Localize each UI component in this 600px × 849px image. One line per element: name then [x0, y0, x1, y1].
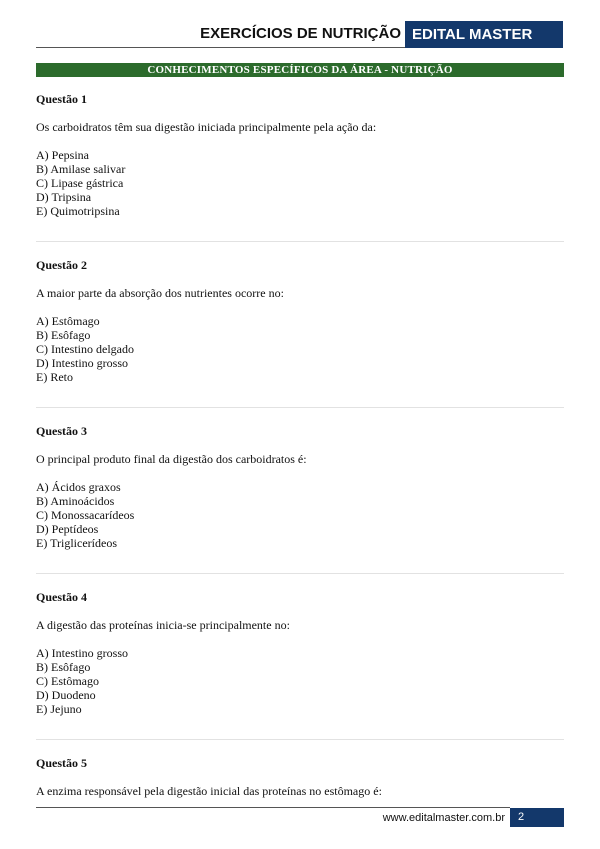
answer-option: E) Jejuno [36, 702, 82, 716]
answer-options [36, 314, 564, 384]
question-text: A enzima responsável pela digestão inicial das proteínas no estômago é: [36, 784, 382, 798]
question-3 [36, 424, 564, 550]
answer-option: A) Estômago [36, 314, 100, 328]
question-title: Questão 5 [36, 756, 87, 770]
footer-website-link[interactable]: www.editalmaster.com.br [382, 812, 505, 824]
answer-option: E) Reto [36, 370, 73, 384]
question-1 [36, 92, 564, 218]
question-list [36, 92, 564, 812]
answer-options [36, 148, 564, 218]
answer-option: A) Ácidos graxos [36, 480, 121, 494]
answer-options [36, 480, 564, 550]
question-title: Questão 2 [36, 258, 87, 272]
answer-option: E) Triglicerídeos [36, 536, 117, 550]
question-title: Questão 1 [36, 92, 87, 106]
question-divider [36, 241, 564, 242]
answer-option: C) Estômago [36, 674, 99, 688]
answer-option: C) Monossacarídeos [36, 508, 135, 522]
question-text: A digestão das proteínas inicia-se principalmente no: [36, 618, 290, 632]
answer-option: D) Tripsina [36, 190, 92, 204]
question-text: Os carboidratos têm sua digestão iniciada principalmente pela ação da: [36, 120, 377, 134]
answer-option: D) Duodeno [36, 688, 96, 702]
answer-option: B) Aminoácidos [36, 494, 115, 508]
question-text: A maior parte da absorção dos nutrientes ocorre no: [36, 286, 284, 300]
question-4 [36, 590, 564, 716]
question-2 [36, 258, 564, 384]
section-title-bar: CONHECIMENTOS ESPECÍFICOS DA ÁREA - NUTRIÇÃO [36, 63, 564, 77]
answer-option: B) Esôfago [36, 660, 91, 674]
answer-option: D) Peptídeos [36, 522, 99, 536]
answer-option: E) Quimotripsina [36, 204, 120, 218]
answer-option: B) Esôfago [36, 328, 91, 342]
answer-option: C) Lipase gástrica [36, 176, 124, 190]
question-5 [36, 756, 564, 798]
answer-option: D) Intestino grosso [36, 356, 128, 370]
footer-divider [36, 807, 510, 808]
question-text: O principal produto final da digestão dos carboidratos é: [36, 452, 307, 466]
question-title: Questão 4 [36, 590, 87, 604]
question-divider [36, 573, 564, 574]
answer-option: A) Pepsina [36, 148, 89, 162]
page-number: 2 [510, 808, 564, 827]
answer-option: A) Intestino grosso [36, 646, 128, 660]
question-title: Questão 3 [36, 424, 87, 438]
brand-label: EDITAL MASTER [405, 21, 563, 48]
question-divider [36, 739, 564, 740]
answer-option: C) Intestino delgado [36, 342, 134, 356]
question-divider [36, 407, 564, 408]
header-divider [36, 47, 405, 48]
answer-options [36, 646, 564, 716]
document-header-title: EXERCÍCIOS DE NUTRIÇÃO [200, 25, 401, 42]
answer-option: B) Amilase salivar [36, 162, 126, 176]
